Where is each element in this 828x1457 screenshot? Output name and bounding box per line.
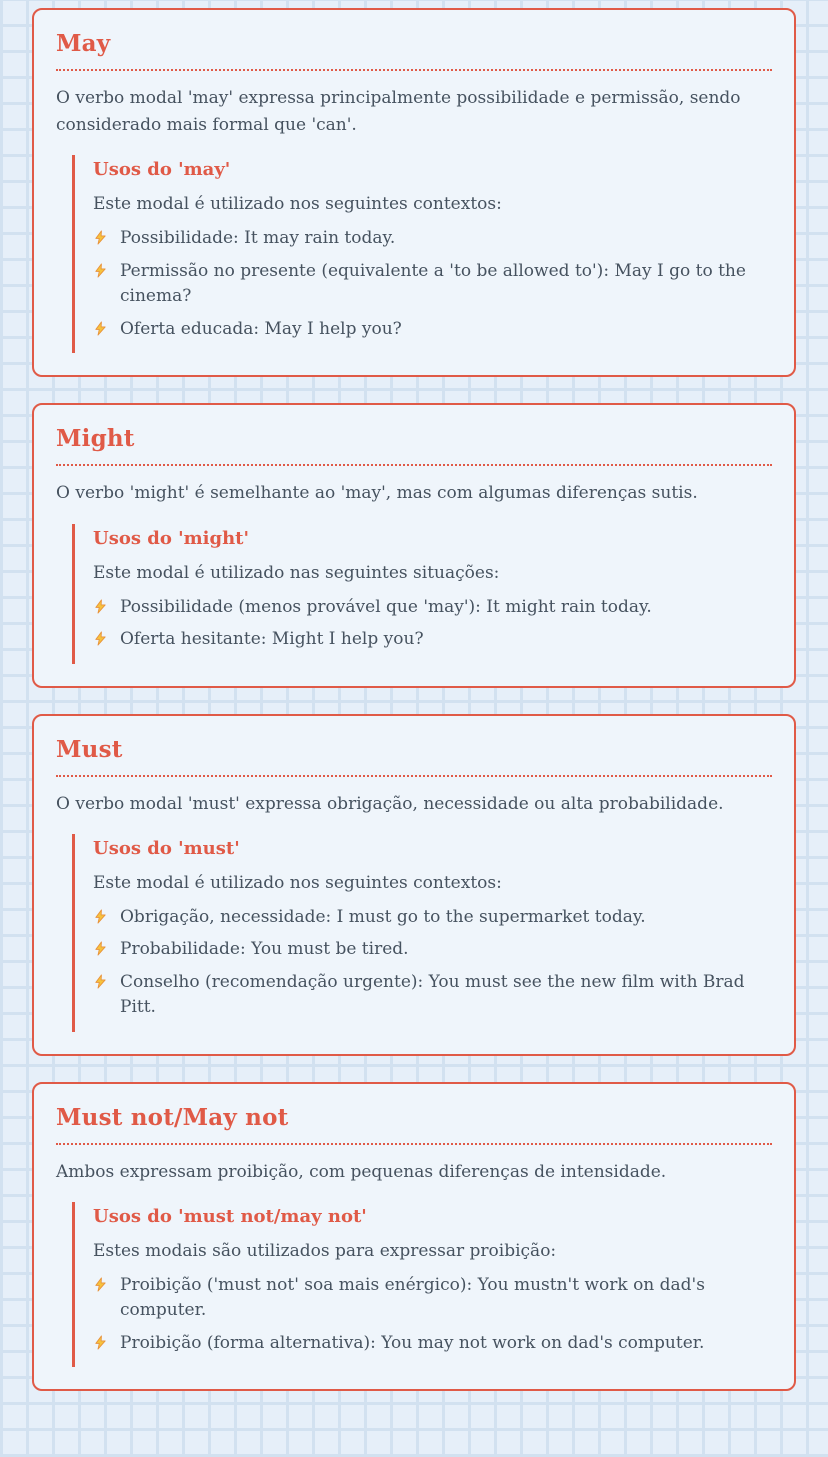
modal-verb-card: [32, 1082, 796, 1392]
lightning-icon: [93, 229, 108, 246]
usage-list: [93, 595, 772, 653]
usage-subsection: [72, 155, 772, 353]
usage-item-text: Permissão no presente (equivalente a 'to be allowed to'): May I go to the cinema?: [120, 260, 746, 307]
usage-subsection: [72, 1202, 772, 1368]
usage-subsection: [72, 834, 772, 1032]
lightning-icon: [93, 630, 108, 647]
usage-subtitle: Usos do 'must not/may not': [93, 1205, 367, 1227]
usage-item: [93, 1273, 772, 1324]
usage-item-text: Possibilidade (menos provável que 'may'): It might rain today.: [120, 596, 652, 617]
card-title: Might: [56, 425, 772, 466]
usage-item: [93, 259, 772, 310]
lightning-icon: [93, 1334, 108, 1351]
usage-item-text: Proibição ('must not' soa mais enérgico): You mustn't work on dad's computer.: [120, 1274, 705, 1321]
lightning-icon: [93, 940, 108, 957]
lightning-icon: [93, 1276, 108, 1293]
usage-item: [93, 1331, 772, 1357]
usage-list: [93, 905, 772, 1021]
lightning-icon: [93, 262, 108, 279]
usage-subtitle: Usos do 'may': [93, 159, 231, 181]
usage-item-text: Conselho (recomendação urgente): You must see the new film with Brad Pitt.: [120, 971, 745, 1018]
usage-item: [93, 970, 772, 1021]
usage-item-text: Oferta hesitante: Might I help you?: [120, 629, 424, 650]
usage-list: [93, 1273, 772, 1357]
usage-item: [93, 905, 772, 931]
modal-verb-card: [32, 8, 796, 377]
card-title: Must not/May not: [56, 1104, 772, 1145]
usage-item-text: Probabilidade: You must be tired.: [120, 939, 409, 960]
card-title: May: [56, 30, 772, 71]
lightning-icon: [93, 598, 108, 615]
usage-item: [93, 317, 772, 343]
lightning-icon: [93, 973, 108, 990]
lightning-icon: [93, 320, 108, 337]
usage-intro: Estes modais são utilizados para expressar proibição:: [93, 1240, 557, 1261]
usage-list: [93, 226, 772, 342]
card-title: Must: [56, 736, 772, 777]
usage-subtitle: Usos do 'might': [93, 527, 249, 549]
usage-item: [93, 226, 772, 252]
usage-intro: Este modal é utilizado nos seguintes contextos:: [93, 872, 502, 893]
usage-item-text: Oferta educada: May I help you?: [120, 318, 402, 339]
usage-item: [93, 627, 772, 653]
usage-item: [93, 595, 772, 621]
card-intro: O verbo 'might' é semelhante ao 'may', mas com algumas diferenças sutis.: [56, 483, 698, 504]
card-intro: O verbo modal 'must' expressa obrigação, necessidade ou alta probabilidade.: [56, 793, 724, 814]
lightning-icon: [93, 908, 108, 925]
usage-subsection: [72, 524, 772, 664]
usage-item-text: Proibição (forma alternativa): You may not work on dad's computer.: [120, 1332, 705, 1353]
usage-intro: Este modal é utilizado nos seguintes contextos:: [93, 194, 502, 215]
usage-intro: Este modal é utilizado nas seguintes situações:: [93, 562, 500, 583]
usage-item-text: Possibilidade: It may rain today.: [120, 228, 396, 249]
usage-item-text: Obrigação, necessidade: I must go to the supermarket today.: [120, 906, 646, 927]
modal-verb-card: [32, 403, 796, 687]
card-intro: Ambos expressam proibição, com pequenas diferenças de intensidade.: [56, 1161, 667, 1182]
card-intro: O verbo modal 'may' expressa principalmente possibilidade e permissão, sendo considerado mais formal que 'can'.: [56, 88, 741, 136]
usage-item: [93, 937, 772, 963]
usage-subtitle: Usos do 'must': [93, 837, 240, 859]
modal-verb-card: [32, 714, 796, 1056]
